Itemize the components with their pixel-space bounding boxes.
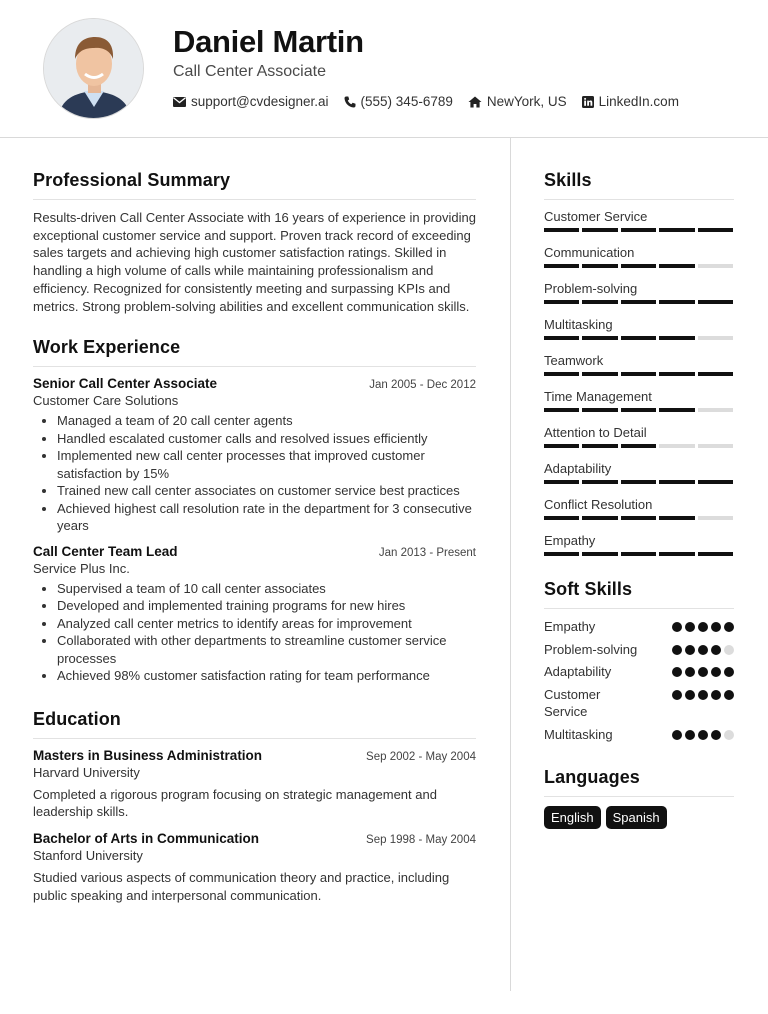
summary-title: Professional Summary	[33, 170, 476, 200]
skill-level-segment	[659, 264, 694, 268]
contact-location-text: NewYork, US	[486, 94, 567, 109]
skill-level-bar	[544, 228, 734, 232]
list-item: Collaborated with other departments to streamline customer service processes	[33, 632, 476, 667]
candidate-role: Call Center Associate	[173, 63, 326, 80]
rating-dot	[724, 645, 734, 655]
education-title: Education	[33, 709, 476, 739]
soft-skill-item	[544, 618, 734, 636]
skill-name: Teamwork	[544, 353, 604, 368]
contact-email[interactable]	[173, 94, 329, 109]
skill-item	[544, 533, 734, 556]
rating-dot	[724, 667, 734, 677]
skill-item	[544, 389, 734, 412]
rating-dot	[672, 667, 682, 677]
soft-skill-item	[544, 641, 734, 659]
soft-skill-item	[544, 726, 734, 744]
rating-dot	[672, 690, 682, 700]
home-icon	[468, 96, 482, 108]
rating-dot	[711, 645, 721, 655]
rating-dot	[685, 690, 695, 700]
job-dates: Jan 2013 - Present	[378, 546, 476, 559]
soft-skills-title: Soft Skills	[544, 579, 734, 609]
skill-level-bar	[544, 372, 734, 376]
skill-level-segment	[544, 408, 579, 412]
skill-name: Communication	[544, 245, 635, 260]
degree-title: Bachelor of Arts in Communication	[33, 831, 260, 847]
skill-level-segment	[544, 228, 579, 232]
rating-dot	[698, 645, 708, 655]
skills-title: Skills	[544, 170, 734, 200]
skill-level-segment	[659, 516, 694, 520]
rating-dot	[698, 667, 708, 677]
contact-linkedin-text: LinkedIn.com	[598, 94, 679, 109]
contact-location	[468, 94, 567, 109]
skill-level-segment	[621, 552, 656, 556]
phone-icon	[344, 96, 356, 108]
skill-item	[544, 353, 734, 376]
envelope-icon	[173, 97, 186, 107]
skill-name: Time Management	[544, 389, 652, 404]
skill-level-segment	[621, 372, 656, 376]
skill-level-segment	[698, 480, 733, 484]
skill-level-bar	[544, 336, 734, 340]
skill-level-segment	[621, 228, 656, 232]
skill-level-segment	[582, 264, 617, 268]
language-list	[544, 806, 734, 829]
list-item: Supervised a team of 10 call center associates	[33, 580, 476, 598]
soft-skill-rating	[672, 690, 734, 700]
skill-level-bar	[544, 408, 734, 412]
list-item: Developed and implemented training programs for new hires	[33, 597, 476, 615]
skill-level-segment	[659, 408, 694, 412]
soft-skill-item	[544, 686, 734, 721]
avatar	[43, 18, 144, 119]
linkedin-icon	[582, 96, 594, 108]
skill-level-segment	[698, 336, 733, 340]
skill-level-bar	[544, 264, 734, 268]
soft-skill-rating	[672, 667, 734, 677]
contact-email-text: support@cvdesigner.ai	[191, 94, 329, 109]
job-title: Call Center Team Lead	[33, 543, 178, 559]
summary-text: Results-driven Call Center Associate with 16 years of experience in providing exceptional customer service and support. Proven track record of exceeding sales targets and achieving high customer satisfaction ratings. Skilled in handling a high volume of calls while maintaining professionalism and efficiency. Recognized for consistently meeting and surpassing KPIs and metrics. Strong problem-solving abilities and excellent communication skills.	[33, 210, 476, 314]
skill-level-segment	[544, 264, 579, 268]
job-entry	[33, 544, 476, 685]
skill-level-segment	[582, 228, 617, 232]
skill-level-segment	[544, 444, 579, 448]
skill-name: Adaptability	[544, 461, 612, 476]
skill-name: Attention to Detail	[544, 425, 647, 440]
skill-level-segment	[659, 336, 694, 340]
skill-level-segment	[698, 300, 733, 304]
skill-level-segment	[582, 480, 617, 484]
skill-level-bar	[544, 444, 734, 448]
rating-dot	[698, 622, 708, 632]
education-entry	[33, 748, 476, 821]
skill-level-segment	[659, 444, 694, 448]
skill-level-segment	[621, 336, 656, 340]
experience-section	[33, 337, 476, 685]
skill-level-segment	[698, 228, 733, 232]
skill-level-segment	[698, 264, 733, 268]
skill-level-segment	[698, 444, 733, 448]
soft-skill-name: Multitasking	[544, 726, 613, 742]
rating-dot	[711, 622, 721, 632]
skill-level-segment	[621, 480, 656, 484]
school-name: Stanford University	[33, 848, 143, 864]
skill-level-segment	[621, 516, 656, 520]
rating-dot	[724, 690, 734, 700]
list-item: Implemented new call center processes that improved customer satisfaction by 15%	[33, 447, 476, 482]
language-badge: Spanish	[606, 806, 667, 829]
soft-skill-rating	[672, 730, 734, 740]
soft-skill-name: Problem-solving	[544, 641, 638, 657]
skill-level-segment	[582, 336, 617, 340]
contact-list	[173, 94, 694, 109]
rating-dot	[685, 730, 695, 740]
column-divider	[510, 138, 511, 991]
soft-skill-item	[544, 663, 734, 681]
skill-level-segment	[698, 552, 733, 556]
degree-title: Masters in Business Administration	[33, 747, 263, 763]
sidebar-column	[544, 170, 734, 829]
resume-header	[0, 0, 768, 138]
skill-name: Conflict Resolution	[544, 497, 653, 512]
skill-level-segment	[659, 552, 694, 556]
rating-dot	[685, 622, 695, 632]
job-bullets	[33, 580, 476, 685]
skill-level-segment	[544, 336, 579, 340]
skill-level-segment	[621, 408, 656, 412]
rating-dot	[698, 730, 708, 740]
main-column	[33, 170, 476, 905]
skill-item	[544, 209, 734, 232]
job-company: Service Plus Inc.	[33, 560, 130, 576]
skill-level-segment	[698, 516, 733, 520]
contact-linkedin[interactable]	[582, 94, 679, 109]
skill-level-segment	[544, 480, 579, 484]
skill-level-segment	[582, 300, 617, 304]
rating-dot	[672, 730, 682, 740]
skill-level-segment	[659, 480, 694, 484]
skill-item	[544, 425, 734, 448]
skill-level-segment	[698, 372, 733, 376]
language-badge: English	[544, 806, 601, 829]
skill-item	[544, 281, 734, 304]
list-item: Analyzed call center metrics to identify areas for improvement	[33, 615, 476, 633]
list-item: Achieved highest call resolution rate in the department for 3 consecutive years	[33, 500, 476, 535]
skill-level-segment	[582, 408, 617, 412]
rating-dot	[672, 645, 682, 655]
skill-level-segment	[544, 516, 579, 520]
school-name: Harvard University	[33, 764, 140, 780]
education-dates: Sep 2002 - May 2004	[366, 750, 476, 763]
rating-dot	[724, 622, 734, 632]
skill-level-segment	[544, 372, 579, 376]
skill-item	[544, 317, 734, 340]
education-description: Completed a rigorous program focusing on strategic management and leadership skills.	[33, 786, 437, 820]
rating-dot	[685, 645, 695, 655]
list-item: Managed a team of 20 call center agents	[33, 412, 476, 430]
experience-title: Work Experience	[33, 337, 476, 367]
list-item: Achieved 98% customer satisfaction rating for team performance	[33, 667, 476, 685]
list-item: Handled escalated customer calls and resolved issues efficiently	[33, 430, 476, 448]
skill-level-segment	[544, 300, 579, 304]
contact-phone-text: (555) 345-6789	[360, 94, 453, 109]
job-entry	[33, 376, 476, 535]
skill-level-segment	[659, 372, 694, 376]
soft-skills-section	[544, 579, 734, 743]
job-bullets	[33, 412, 476, 535]
job-company: Customer Care Solutions	[33, 393, 179, 409]
skill-item	[544, 497, 734, 520]
skills-section	[544, 170, 734, 556]
soft-skill-name: Customer Service	[544, 686, 601, 719]
soft-skill-name: Empathy	[544, 619, 596, 634]
rating-dot	[711, 690, 721, 700]
skill-level-bar	[544, 516, 734, 520]
skill-level-segment	[544, 552, 579, 556]
languages-title: Languages	[544, 767, 734, 797]
soft-skill-rating	[672, 622, 734, 632]
rating-dot	[711, 667, 721, 677]
education-entry	[33, 831, 476, 904]
languages-section	[544, 767, 734, 829]
contact-phone[interactable]	[344, 94, 453, 109]
skill-item	[544, 461, 734, 484]
skill-level-bar	[544, 300, 734, 304]
rating-dot	[711, 730, 721, 740]
education-dates: Sep 1998 - May 2004	[366, 834, 476, 847]
skill-level-segment	[621, 444, 656, 448]
skill-level-segment	[621, 300, 656, 304]
job-dates: Jan 2005 - Dec 2012	[369, 379, 476, 392]
skills-list	[544, 209, 734, 556]
skill-level-segment	[582, 516, 617, 520]
education-section	[33, 709, 476, 905]
list-item: Trained new call center associates on customer service best practices	[33, 482, 476, 500]
profile-photo-icon	[44, 19, 144, 119]
skill-level-bar	[544, 480, 734, 484]
skill-name: Customer Service	[544, 209, 648, 224]
summary-section	[33, 170, 476, 315]
skill-name: Multitasking	[544, 317, 613, 332]
skill-item	[544, 245, 734, 268]
skill-level-segment	[659, 228, 694, 232]
skill-level-segment	[582, 552, 617, 556]
rating-dot	[698, 690, 708, 700]
skill-level-segment	[698, 408, 733, 412]
rating-dot	[685, 667, 695, 677]
rating-dot	[724, 730, 734, 740]
skill-name: Problem-solving	[544, 281, 638, 296]
soft-skill-rating	[672, 645, 734, 655]
skill-name: Empathy	[544, 533, 596, 548]
skill-level-segment	[582, 372, 617, 376]
rating-dot	[672, 622, 682, 632]
education-description: Studied various aspects of communication theory and practice, including public speaking and interpersonal communication.	[33, 870, 450, 903]
skill-level-segment	[582, 444, 617, 448]
soft-skill-name: Adaptability	[544, 664, 612, 679]
skill-level-bar	[544, 552, 734, 556]
job-title: Senior Call Center Associate	[33, 376, 218, 392]
candidate-name: Daniel Martin	[173, 24, 364, 59]
skill-level-segment	[621, 264, 656, 268]
skill-level-segment	[659, 300, 694, 304]
